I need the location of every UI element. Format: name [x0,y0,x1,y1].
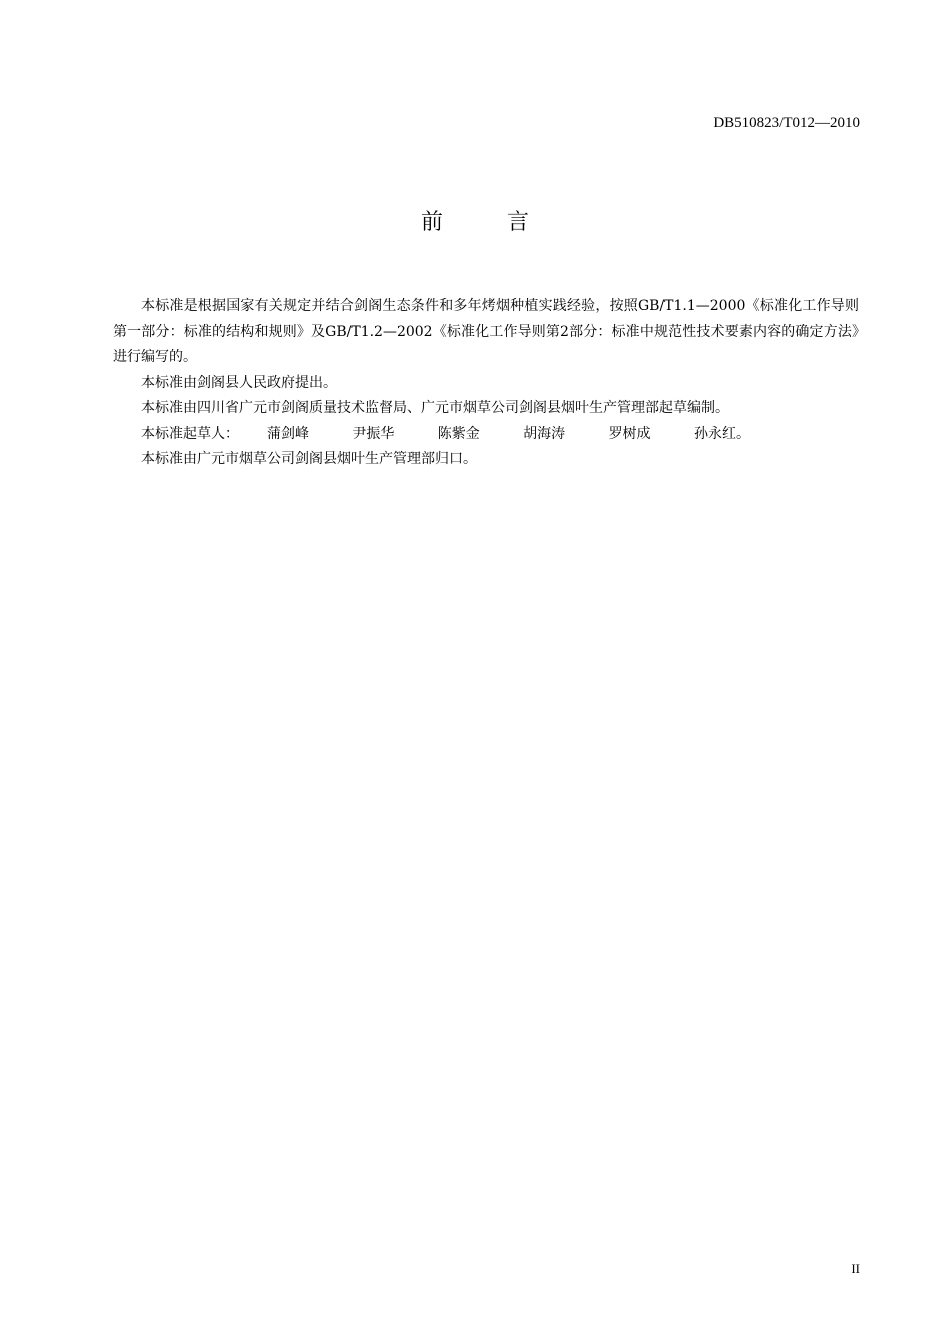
drafter-name: 蒲剑峰 [267,425,309,442]
paragraph-drafting-units: 本标准由四川省广元市剑阁质量技术监督局、广元市烟草公司剑阁县烟叶生产管理部起草编制。 [141,400,729,416]
document-code: DB510823/T012—2010 [713,115,860,131]
paragraph-drafters [113,422,859,448]
title-char-1: 前 [420,210,443,235]
page-title [0,208,950,238]
drafter-name: 胡海涛 [523,425,566,442]
paragraph-proposer: 本标准由剑阁县人民政府提出。 [141,374,337,391]
drafters-label: 本标准起草人： [141,425,239,442]
drafter-name: 尹振华 [352,425,395,442]
paragraph-basis: 本标准是根据国家有关规定并结合剑阁生态条件和多年烤烟种植实践经验，按照GB/T1.1—2000《标准化工作导则第一部分：标准的结构和规则》及GB/T1.2—2002《标准化工作导则第2部分：标准中规范性技术要素内容的确定方法》进行编写的。 [113,298,859,365]
drafter-name: 陈紫金 [437,425,480,442]
title-char-2: 言 [507,210,530,235]
page-number: II [851,1261,860,1276]
foreword-body [113,294,859,473]
paragraph-responsible-unit: 本标准由广元市烟草公司剑阁县烟叶生产管理部归口。 [141,451,477,467]
drafter-name: 孙永红。 [693,425,750,442]
drafter-name: 罗树成 [608,425,651,442]
